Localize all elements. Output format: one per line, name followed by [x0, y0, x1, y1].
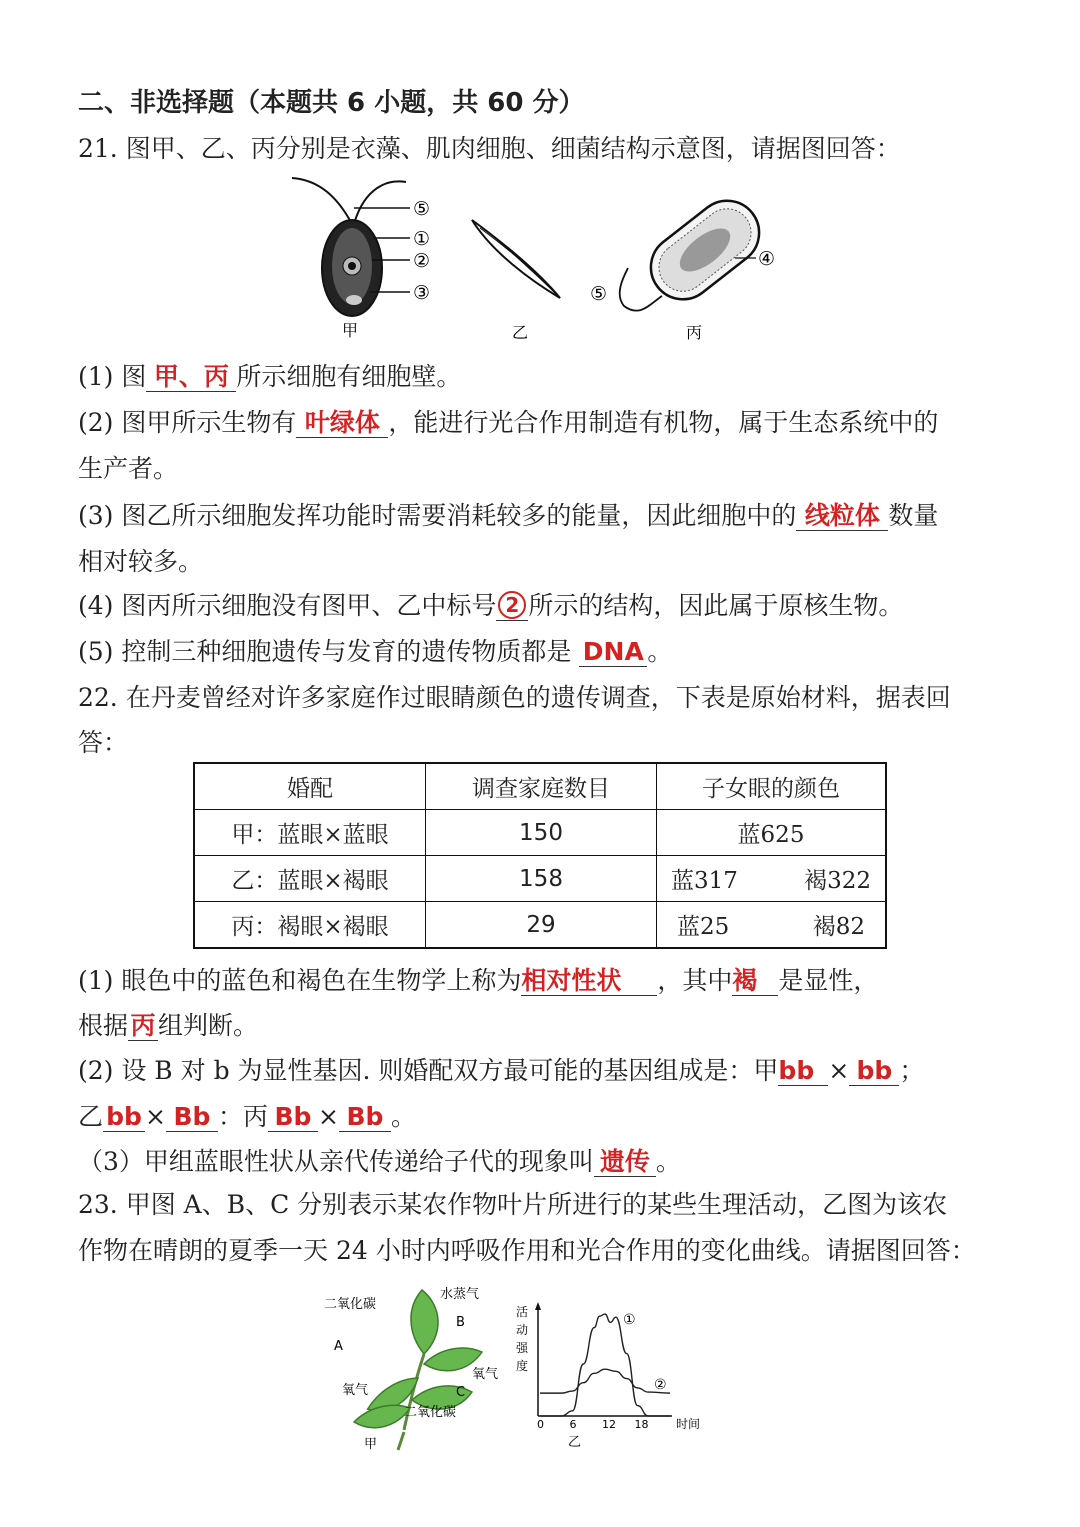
q21-p4-pre: (4) 图丙所示细胞没有图甲、乙中标号 — [78, 591, 497, 620]
y-label-1: 活 — [516, 1305, 529, 1319]
q22-p1-mid: ，其中 — [657, 966, 733, 995]
x-tick-label: 6 — [569, 1418, 577, 1431]
y-label-2: 动 — [516, 1323, 529, 1337]
times-sign: × — [828, 1056, 850, 1085]
series-label-2: ② — [654, 1377, 667, 1394]
table-cell: 甲：蓝眼×蓝眼 — [194, 810, 426, 856]
q21-stem: 21. 图甲、乙、丙分别是衣藻、肌肉细胞、细菌结构示意图，请据图回答： — [78, 134, 901, 163]
table-cell: 150 — [426, 810, 657, 856]
label-vapor: 水蒸气 — [440, 1287, 480, 1302]
q22-p1-post2: 组判断。 — [158, 1011, 259, 1040]
mark-5-jia: ⑤ — [413, 198, 431, 220]
leaf-caption: 甲 — [364, 1437, 378, 1452]
table-cell — [657, 902, 887, 949]
q22-stem: 22. 在丹麦曾经对许多家庭作过眼睛颜色的遗传调查，下表是原始材料，据表回 — [78, 683, 951, 712]
times-sign: × — [145, 1102, 166, 1131]
q22-part1 — [78, 966, 878, 996]
table-row — [194, 856, 886, 902]
q21-p3-post: 数量 — [888, 501, 939, 530]
q21-part5 — [78, 637, 672, 667]
leaf-left-lower — [354, 1405, 410, 1427]
q21-p2-post: ，能进行光合作用制造有机物，属于生态系统中的 — [388, 408, 939, 437]
table-cell: 蓝625 — [657, 810, 887, 856]
q23-stem: 23. 甲图 A、B、C 分别表示某农作物叶片所进行的某些生理活动，乙图为该农 — [78, 1190, 948, 1219]
q22-part2 — [78, 1056, 924, 1086]
table-header-cell: 调查家庭数目 — [426, 763, 657, 810]
q22-p2-pre: (2) 设 B 对 b 为显性基因. 则婚配双方最可能的基因组成是：甲 — [78, 1056, 779, 1085]
q21-p4-answer: 2 — [498, 591, 526, 619]
q22-p2-a6: Bb — [339, 1103, 391, 1132]
q21-p3-pre: (3) 图乙所示细胞发挥功能时需要消耗较多的能量，因此细胞中的 — [78, 501, 797, 530]
q22-p1-pre: (1) 眼色中的蓝色和褐色在生物学上称为 — [78, 966, 522, 995]
series-label-1: ① — [623, 1312, 636, 1329]
brown-count: 褐82 — [812, 914, 865, 940]
q22-p1-answer2: 褐 — [732, 967, 778, 996]
mark-3-jia: ③ — [413, 282, 431, 304]
q21-cell-figure — [280, 168, 800, 348]
q21-p1-pre: (1) 图 — [78, 362, 147, 391]
q22-p2-a5: Bb — [268, 1103, 318, 1132]
table-row — [194, 810, 886, 856]
eye-color-table — [193, 762, 887, 949]
q21-p5-pre: (5) 控制三种细胞遗传与发育的遗传物质都是 — [78, 637, 580, 666]
label-co2-a: 二氧化碳 — [324, 1297, 377, 1312]
y-label-3: 强 — [516, 1341, 529, 1355]
label-c: C — [456, 1385, 466, 1400]
x-tick-label: 12 — [602, 1418, 616, 1431]
figure-label-yi: 乙 — [512, 323, 529, 342]
label-a: A — [334, 1339, 343, 1354]
q22-p2-a4: Bb — [166, 1103, 218, 1132]
x-tick-label: 18 — [634, 1418, 649, 1431]
q22-part2-cont — [78, 1102, 416, 1132]
table-row — [194, 902, 886, 949]
bacterium-diagram — [590, 188, 775, 342]
q22-p2-a3: bb — [103, 1103, 145, 1132]
times-sign: × — [317, 1102, 339, 1131]
q22-part1-cont — [78, 1011, 258, 1041]
q22-p2-a2: bb — [849, 1057, 899, 1086]
q21-part4 — [78, 591, 903, 621]
q21-part3-cont: 相对较多。 — [78, 547, 204, 576]
label-o2-right: 氧气 — [472, 1367, 499, 1382]
table-cell: 乙：蓝眼×褐眼 — [194, 856, 426, 902]
leaf-diagram — [320, 1282, 510, 1457]
q21-part1 — [78, 362, 461, 392]
q21-p1-answer: 甲、丙 — [146, 363, 236, 392]
q22-p3-post: 。 — [655, 1147, 681, 1176]
label-co2-c: 二氧化碳 — [404, 1405, 457, 1420]
y-label-4: 度 — [516, 1359, 529, 1373]
semicolon: ； — [899, 1056, 925, 1085]
q22-p1-answer: 相对性状 — [521, 967, 657, 996]
mark-2-jia: ② — [413, 250, 431, 272]
figure-label-jia: 甲 — [342, 321, 359, 340]
mark-4-bing: ④ — [758, 248, 776, 270]
q22-p1-answer3: 丙 — [128, 1012, 158, 1041]
x-tick-label: 0 — [537, 1418, 544, 1431]
q21-part2 — [78, 408, 938, 438]
table-cell: 29 — [426, 902, 657, 949]
x-axis-label: 时间 — [676, 1417, 701, 1431]
q21-p2-pre: (2) 图甲所示生物有 — [78, 408, 297, 437]
table-cell — [657, 856, 887, 902]
q22-p3-answer: 遗传 — [594, 1148, 656, 1177]
table-cell: 158 — [426, 856, 657, 902]
activity-chart — [512, 1300, 712, 1460]
q22-p2-pre2: 乙 — [78, 1102, 104, 1131]
q21-p1-post: 所示细胞有细胞壁。 — [236, 362, 462, 391]
colon-bing: ：丙 — [217, 1102, 268, 1131]
brown-count: 褐322 — [804, 868, 871, 894]
q22-part3 — [78, 1147, 681, 1177]
leaf-top — [411, 1290, 438, 1354]
mark-1-jia: ① — [413, 228, 431, 250]
q22-p1-pre2: 根据 — [78, 1011, 129, 1040]
mark-5-bing: ⑤ — [590, 283, 608, 305]
q21-part2-cont: 生产者。 — [78, 454, 179, 483]
table-header-row — [194, 763, 886, 810]
table-cell: 丙：褐眼×褐眼 — [194, 902, 426, 949]
q21-p5-answer: DNA — [579, 638, 647, 667]
q21-p4-post: 所示的结构，因此属于原核生物。 — [528, 591, 904, 620]
blue-count: 蓝25 — [677, 914, 730, 940]
table-header-cell: 婚配 — [194, 763, 426, 810]
figure-label-bing: 丙 — [686, 323, 703, 342]
q21-part3 — [78, 501, 938, 531]
q22-p1-post: 是显性， — [778, 966, 879, 995]
series-line-2 — [540, 1369, 670, 1393]
q21-p3-answer: 线粒体 — [796, 502, 888, 531]
period: 。 — [390, 1102, 416, 1131]
label-o2-left: 氧气 — [342, 1383, 369, 1398]
series-line-1 — [540, 1314, 670, 1416]
blue-count: 蓝317 — [671, 868, 738, 894]
table-header-cell: 子女眼的颜色 — [657, 763, 887, 810]
chart-caption: 乙 — [568, 1435, 582, 1450]
q23-stem-cont: 作物在晴朗的夏季一天 24 小时内呼吸作用和光合作用的变化曲线。请据图回答： — [78, 1236, 976, 1265]
q21-p2-answer: 叶绿体 — [296, 409, 388, 438]
chlamydomonas-diagram — [292, 178, 430, 340]
q22-stem-cont: 答： — [78, 728, 129, 757]
label-b: B — [456, 1315, 465, 1330]
q22-p2-a1: bb — [778, 1057, 828, 1086]
q22-p3-pre: （3）甲组蓝眼性状从亲代传递给子代的现象叫 — [78, 1147, 594, 1176]
section-title: 二、非选择题（本题共 6 小题，共 60 分） — [78, 88, 585, 118]
q21-p5-post: 。 — [647, 637, 673, 666]
muscle-cell-diagram — [472, 220, 560, 342]
y-axis-arrow — [535, 1302, 541, 1310]
